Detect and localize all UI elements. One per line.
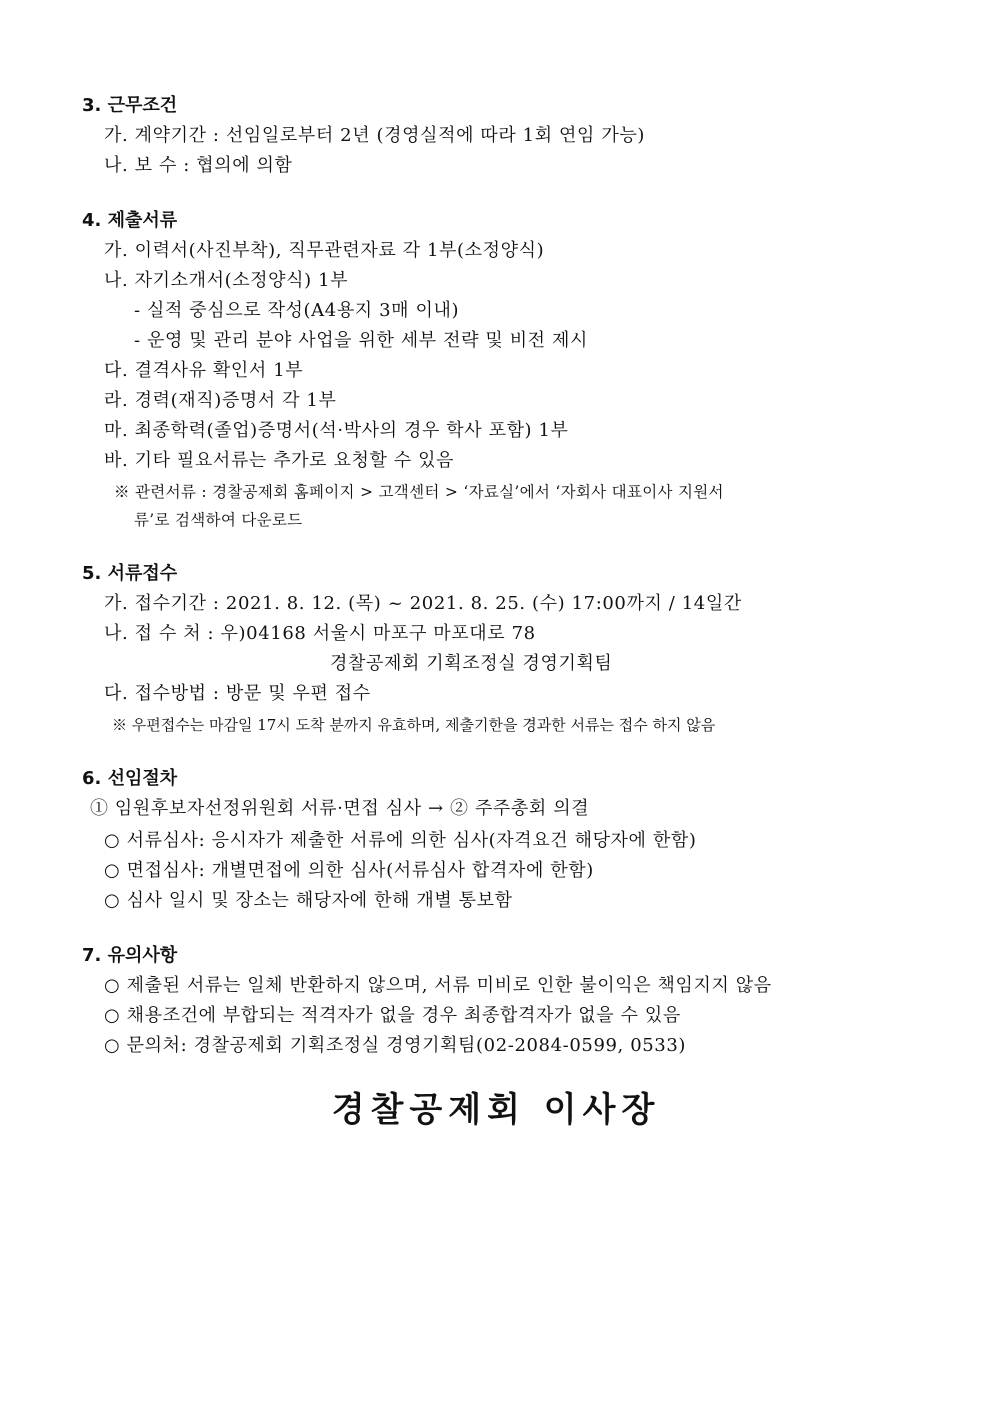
s6-line-document-review: ○ 서류심사: 응시자가 제출한 서류에 의한 심사(자격요건 해당자에 한함) [104,830,697,851]
section-6-heading: 6. 선임절차 [82,768,178,789]
s6-line-procedure: ① 임원후보자선정위원회 서류·면접 심사 → ② 주주총회 의결 [90,798,590,819]
s4-line-career-cert: 라. 경력(재직)증명서 각 1부 [104,390,337,411]
section-5-heading: 5. 서류접수 [82,563,178,584]
section-7-heading: 7. 유의사항 [82,945,178,966]
s3-line-salary: 나. 보 수 : 협의에 의함 [104,155,293,176]
s7-line-no-return: ○ 제출된 서류는 일체 반환하지 않으며, 서류 미비로 인한 불이익은 책임지지 않음 [104,975,772,996]
s4-line-disqualification: 다. 결격사유 확인서 1부 [104,360,304,381]
s4-line-resume: 가. 이력서(사진부착), 직무관련자료 각 1부(소정양식) [104,240,545,261]
s5-line-address: 나. 접 수 처 : 우)04168 서울시 마포구 마포대로 78 [104,623,536,644]
s4-line-other-docs: 바. 기타 필요서류는 추가로 요청할 수 있음 [104,450,455,471]
s5-note: ※ 우편접수는 마감일 17시 도착 분까지 유효하며, 제출기한을 경과한 서류는 접수 하지 않음 [112,716,716,734]
s5-line-address-dept: 경찰공제회 기획조정실 경영기획팀 [330,653,613,674]
s5-line-method: 다. 접수방법 : 방문 및 우편 접수 [104,683,371,704]
s3-line-contract-period: 가. 계약기간 : 선임일로부터 2년 (경영실적에 따라 1회 연임 가능) [104,125,645,146]
s5-line-period: 가. 접수기간 : 2021. 8. 12. (목) ~ 2021. 8. 25. (수) 17:00까지 / 14일간 [104,593,742,614]
s4-line-self-intro-sub1: - 실적 중심으로 작성(A4용지 3매 이내) [134,300,460,321]
s7-line-no-qualified: ○ 채용조건에 부합되는 적격자가 없을 경우 최종합격자가 없을 수 있음 [104,1005,681,1026]
s4-line-self-intro-sub2: - 운영 및 관리 분야 사업을 위한 세부 전략 및 비전 제시 [134,330,588,351]
s4-line-education-cert: 마. 최종학력(졸업)증명서(석·박사의 경우 학사 포함) 1부 [104,420,569,441]
s6-line-notification: ○ 심사 일시 및 장소는 해당자에 한해 개별 통보함 [104,890,513,911]
s4-line-self-intro: 나. 자기소개서(소정양식) 1부 [104,270,349,291]
s4-note-line2: 류’로 검색하여 다운로드 [134,511,303,529]
s4-note-line1: ※ 관련서류 : 경찰공제회 홈페이지 > 고객센터 > ‘자료실’에서 ‘자회사 대표이사 지원서 [114,483,724,501]
section-4-heading: 4. 제출서류 [82,210,178,231]
s7-line-contact: ○ 문의처: 경찰공제회 기획조정실 경영기획팀(02-2084-0599, 0533) [104,1035,687,1056]
s6-line-interview: ○ 면접심사: 개별면접에 의한 심사(서류심사 합격자에 한함) [104,860,594,881]
section-3-heading: 3. 근무조건 [82,95,178,116]
signature: 경찰공제회 이사장 [331,1090,661,1130]
